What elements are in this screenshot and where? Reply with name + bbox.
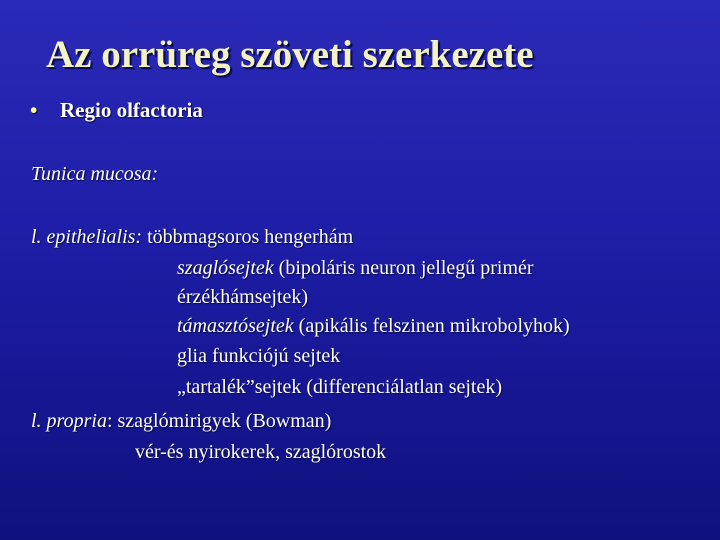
epithelialis-item (177, 257, 534, 280)
item-italic: támasztósejtek (177, 315, 294, 337)
epithelialis-text: többmagsoros hengerhám (142, 226, 354, 248)
epithelialis-item (177, 315, 570, 338)
item-text: (apikális felszinen mikrobolyhok) (293, 315, 570, 337)
epithelialis-item (177, 286, 308, 309)
propria-continuation: vér-és nyirokerek, szaglórostok (135, 441, 387, 463)
propria-line (31, 410, 331, 433)
item-text: érzékhámsejtek) (177, 286, 309, 308)
propria-text: : szaglómirigyek (Bowman) (106, 410, 332, 432)
item-text: glia funkciójú sejtek (177, 345, 341, 367)
tunica-mucosa-heading: Tunica mucosa: (31, 163, 159, 185)
bullet-regio-olfactoria (30, 98, 203, 123)
slide-title: Az orrüreg szöveti szerkezete (46, 33, 534, 76)
epithelialis-item (177, 376, 502, 399)
epithelialis-label: l. epithelialis: (31, 226, 143, 248)
item-italic: szaglósejtek (177, 257, 274, 279)
bullet-icon: • (30, 98, 38, 122)
epithelialis-item (177, 345, 340, 368)
epithelialis-line (31, 226, 353, 249)
item-text: „tartalék”sejtek (differenciálatlan sejtek) (177, 376, 502, 398)
bullet-text: Regio olfactoria (60, 98, 203, 122)
item-text: (bipoláris neuron jellegű primér (273, 257, 534, 279)
propria-label: l. propria (31, 410, 107, 432)
